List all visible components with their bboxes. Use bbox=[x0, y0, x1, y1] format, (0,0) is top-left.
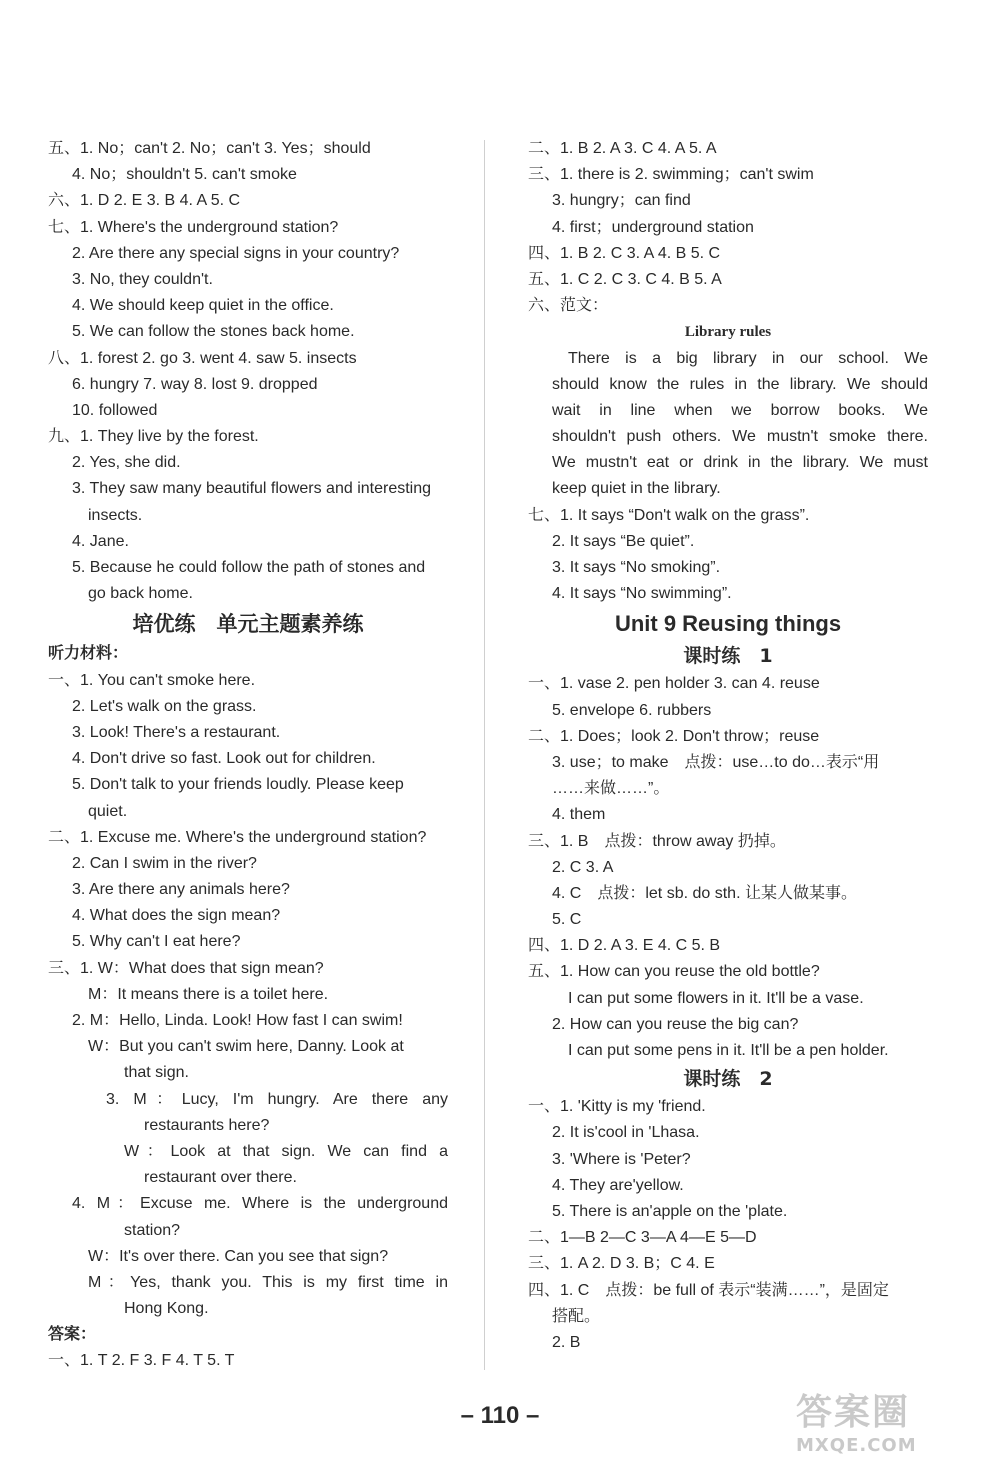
right-text-line: shouldn't push others. We mustn't smoke there. bbox=[552, 428, 928, 446]
left-text-line: 5. Because he could follow the path of stones and bbox=[72, 559, 426, 576]
right-text-line: 二、1. B 2. A 3. C 4. A 5. A bbox=[528, 140, 717, 157]
right-text-line: I can put some pens in it. It'll be a pen holder. bbox=[568, 1042, 889, 1059]
left-text-line: M：It means there is a toilet here. bbox=[88, 985, 329, 1003]
left-text-line: 3. M：Lucy, I'm hungry. Are there any bbox=[106, 1090, 448, 1108]
left-text-line: 4. Don't drive so fast. Look out for children. bbox=[72, 750, 376, 768]
right-text-line: 5. There is an'apple on the 'plate. bbox=[552, 1202, 788, 1220]
right-text-line: 3. 'Where is 'Peter? bbox=[552, 1150, 691, 1168]
left-text-line: 6. hungry 7. way 8. lost 9. dropped bbox=[72, 375, 318, 393]
left-text-line: 听力材料： bbox=[48, 645, 129, 663]
right-text-line: 3. use；to make 点拨：use…to do…表示“用 bbox=[552, 753, 880, 771]
right-text-line: 4. It says “No swimming”. bbox=[552, 585, 732, 603]
watermark-url: MXQE.COM bbox=[796, 1435, 917, 1456]
column-divider bbox=[484, 140, 485, 1370]
right-text-line: 4. them bbox=[552, 806, 606, 824]
right-text-line: 五、1. How can you reuse the old bottle? bbox=[528, 963, 820, 981]
right-text-line: 四、1. C 点拨：be full of 表示“装满……”，是固定 bbox=[528, 1281, 889, 1299]
left-text-line: 一、1. T 2. F 3. F 4. T 5. T bbox=[48, 1352, 235, 1370]
left-text-line: 4. Jane. bbox=[72, 532, 129, 550]
left-text-line: restaurant over there. bbox=[144, 1169, 297, 1187]
left-text-line: 10. followed bbox=[72, 401, 158, 419]
left-text-line: 答案： bbox=[48, 1326, 97, 1344]
right-text-line: 四、1. B 2. C 3. A 4. B 5. C bbox=[528, 244, 721, 262]
page-number: – 110 – bbox=[460, 1402, 540, 1429]
left-text-line: 5. Don't talk to your friends loudly. Please keep bbox=[72, 776, 404, 794]
right-text-line: 2. It is'cool in 'Lhasa. bbox=[552, 1124, 700, 1142]
left-text-line: 3. They saw many beautiful flowers and interesting bbox=[72, 480, 432, 498]
left-text-line: 2. Can I swim in the river? bbox=[72, 854, 257, 872]
right-text-line: 四、1. D 2. A 3. E 4. C 5. B bbox=[528, 937, 721, 955]
left-text-line: 2. Yes, she did. bbox=[72, 454, 181, 472]
right-text-line: 4. They are'yellow. bbox=[552, 1176, 684, 1194]
left-text-line: 2. Let's walk on the grass. bbox=[72, 697, 257, 715]
left-text-line: W：Look at that sign. We can find a bbox=[124, 1142, 448, 1160]
right-text-line: 七、1. It says “Don't walk on the grass”. bbox=[528, 506, 810, 524]
left-text-line: Hong Kong. bbox=[124, 1300, 209, 1318]
right-text-line: 搭配。 bbox=[552, 1307, 601, 1325]
left-text-line: 3. Are there any animals here? bbox=[72, 881, 290, 899]
right-text-line: 二、1—B 2—C 3—A 4—E 5—D bbox=[528, 1229, 757, 1247]
right-text-line: 3. hungry；can find bbox=[552, 192, 691, 210]
left-text-line: 二、1. Excuse me. Where's the underground station? bbox=[48, 828, 427, 846]
right-text-line: 三、1. there is 2. swimming；can't swim bbox=[528, 166, 814, 184]
right-text-line: should know the rules in the library. We should bbox=[552, 375, 928, 393]
left-text-line: 3. No, they couldn't. bbox=[72, 270, 213, 288]
right-text-line: 一、1. 'Kitty is my 'friend. bbox=[528, 1098, 706, 1116]
right-text-line: 4. C 点拨：let sb. do sth. 让某人做某事。 bbox=[552, 884, 857, 902]
left-text-line: 三、1. W：What does that sign mean? bbox=[48, 959, 324, 977]
left-text-line: 八、1. forest 2. go 3. went 4. saw 5. insects bbox=[48, 349, 357, 367]
left-text-line: 2. M：Hello, Linda. Look! How fast I can swim! bbox=[72, 1012, 403, 1029]
left-text-line: that sign. bbox=[124, 1064, 189, 1082]
left-text-line: 2. Are there any special signs in your country? bbox=[72, 244, 400, 262]
right-text-line: 三、1. B 点拨：throw away 扔掉。 bbox=[528, 832, 786, 850]
right-text-line: 五、1. C 2. C 3. C 4. B 5. A bbox=[528, 270, 722, 288]
left-text-line: insects. bbox=[88, 506, 143, 524]
left-text-line: go back home. bbox=[88, 585, 193, 603]
watermark-text: 答案圈 bbox=[796, 1392, 911, 1433]
left-text-line: restaurants here? bbox=[144, 1116, 270, 1134]
right-text-line: I can put some flowers in it. It'll be a vase. bbox=[568, 989, 864, 1007]
left-text-line: 4. What does the sign mean? bbox=[72, 907, 281, 925]
right-text-line: 课时练 2 bbox=[683, 1068, 773, 1091]
right-text-line: 2. It says “Be quiet”. bbox=[552, 532, 695, 550]
left-text-line: 五、1. No；can't 2. No；can't 3. Yes；should bbox=[48, 140, 371, 157]
right-text-line: 5. C bbox=[552, 911, 582, 929]
right-text-line: Unit 9 Reusing things bbox=[614, 611, 842, 637]
right-text-line: 2. B bbox=[552, 1333, 581, 1351]
right-text-line: There is a big library in our school. We bbox=[568, 349, 928, 367]
right-text-line: keep quiet in the library. bbox=[552, 480, 721, 498]
right-text-line: 3. It says “No smoking”. bbox=[552, 559, 721, 576]
left-text-line: W：But you can't swim here, Danny. Look at bbox=[88, 1038, 404, 1056]
right-text-line: 三、1. A 2. D 3. B；C 4. E bbox=[528, 1255, 715, 1273]
left-text-line: 六、1. D 2. E 3. B 4. A 5. C bbox=[48, 192, 241, 210]
left-text-line: 4. We should keep quiet in the office. bbox=[72, 297, 334, 315]
right-text-line: 2. C 3. A bbox=[552, 858, 614, 876]
left-text-line: quiet. bbox=[88, 802, 128, 820]
left-text-line: 一、1. You can't smoke here. bbox=[48, 671, 256, 689]
watermark-logo bbox=[796, 1384, 996, 1468]
right-text-line: 一、1. vase 2. pen holder 3. can 4. reuse bbox=[528, 675, 820, 693]
right-text-line: 六、范文： bbox=[528, 297, 609, 315]
left-text-line: 七、1. Where's the underground station? bbox=[48, 218, 339, 236]
left-text-line: W：It's over there. Can you see that sign? bbox=[88, 1247, 389, 1265]
right-text-line: wait in line when we borrow books. We bbox=[552, 401, 928, 419]
left-text-line: 4. M：Excuse me. Where is the underground bbox=[72, 1195, 448, 1213]
right-text-line: We mustn't eat or drink in the library. We must bbox=[552, 454, 928, 472]
right-text-line: Library rules bbox=[684, 324, 772, 341]
left-column bbox=[48, 136, 448, 1375]
right-column bbox=[528, 136, 928, 1356]
left-text-line: 3. Look! There's a restaurant. bbox=[72, 723, 281, 741]
right-text-line: 课时练 1 bbox=[683, 645, 773, 668]
right-text-line: 5. envelope 6. rubbers bbox=[552, 701, 712, 719]
left-text-line: 5. We can follow the stones back home. bbox=[72, 323, 355, 341]
right-text-line: 2. How can you reuse the big can? bbox=[552, 1015, 799, 1033]
right-text-line: 二、1. Does；look 2. Don't throw；reuse bbox=[528, 727, 820, 745]
right-text-line: ……来做……”。 bbox=[552, 780, 670, 798]
right-text-line: 4. first；underground station bbox=[552, 218, 754, 236]
left-text-line: 5. Why can't I eat here? bbox=[72, 933, 241, 951]
left-text-line: 4. No；shouldn't 5. can't smoke bbox=[72, 166, 297, 184]
left-text-line: station? bbox=[124, 1221, 181, 1239]
left-text-line: M：Yes, thank you. This is my first time in bbox=[88, 1273, 448, 1291]
left-text-line: 九、1. They live by the forest. bbox=[48, 428, 259, 446]
left-text-line: 培优练 单元主题素养练 bbox=[132, 612, 364, 637]
